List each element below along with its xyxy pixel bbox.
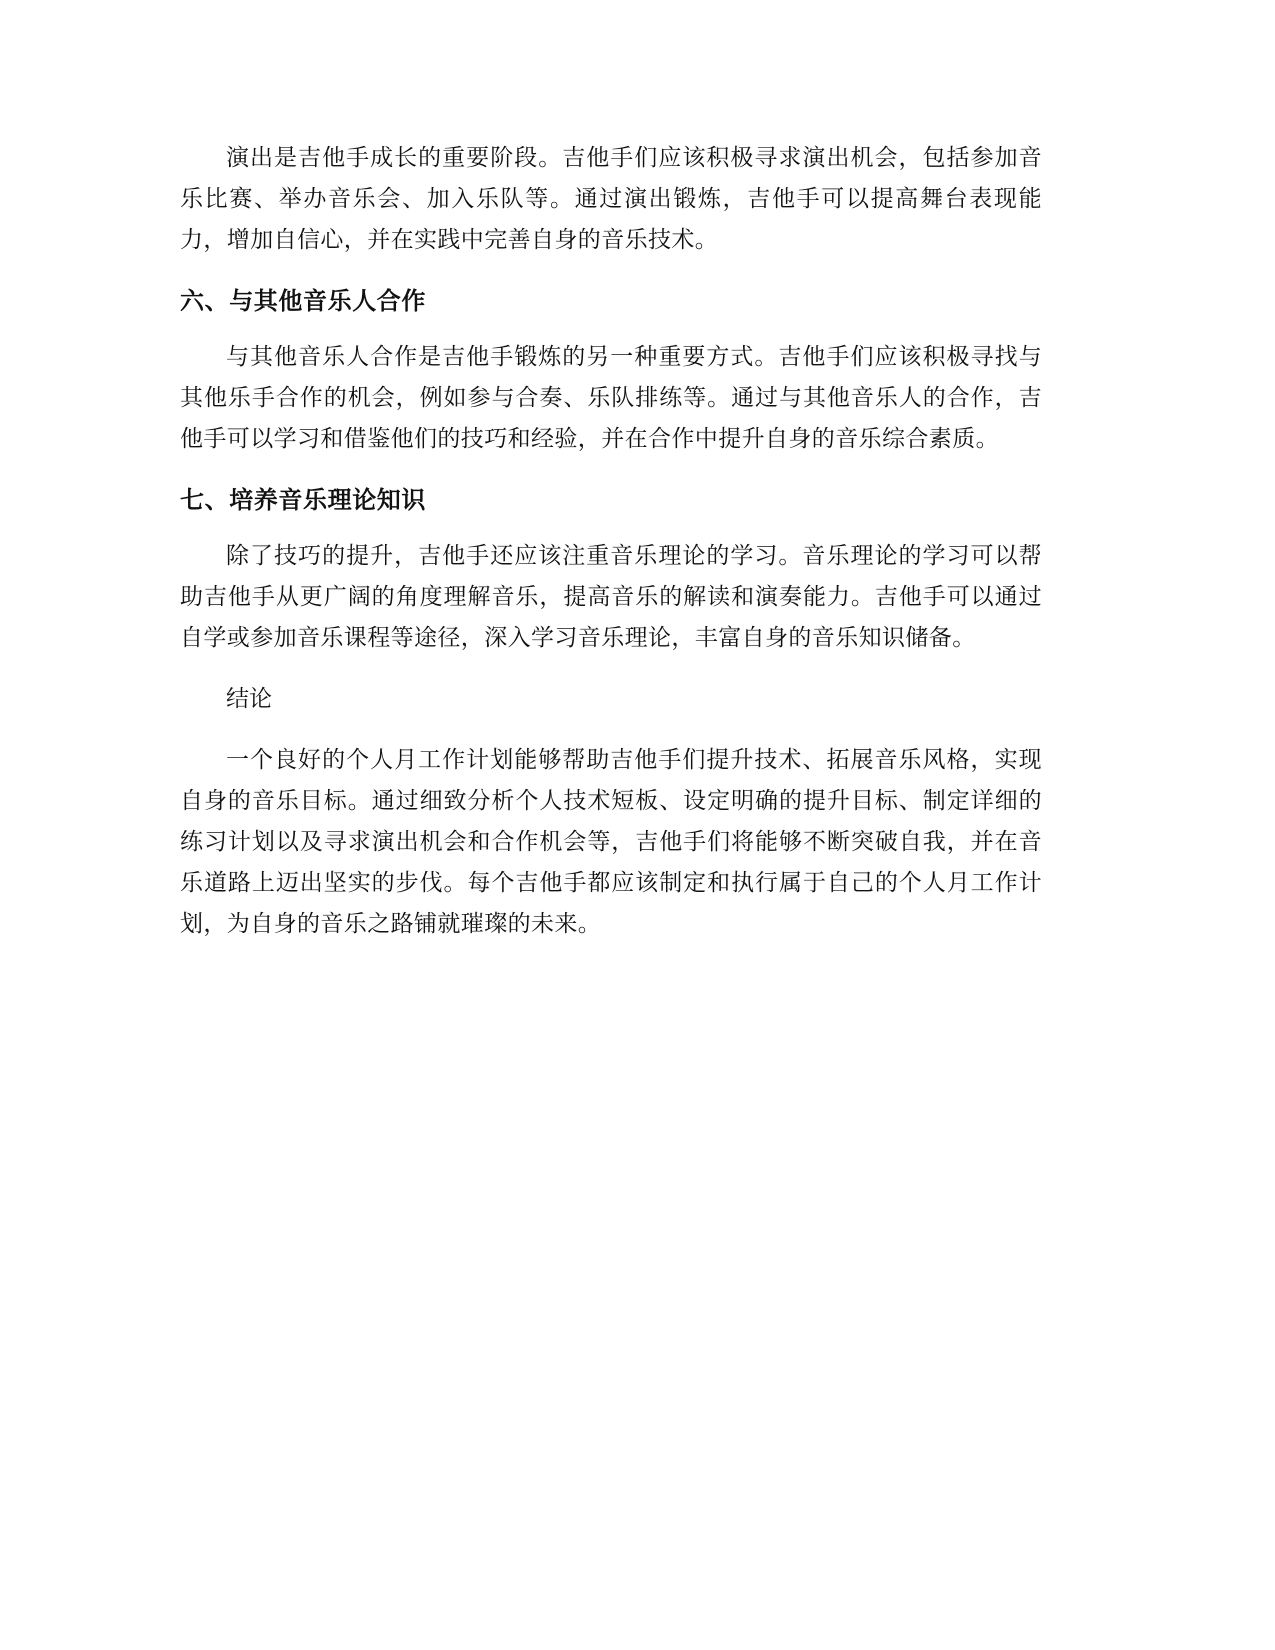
conclusion-paragraph: 一个良好的个人月工作计划能够帮助吉他手们提升技术、拓展音乐风格，实现自身的音乐目标。通过细致分析个人技术短板、设定明确的提升目标、制定详细的练习计划以及寻求演出机会和合作机会等，吉他手们将能够不断突破自我，并在音乐道路上迈出坚实的步伐。每个吉他手都应该制定和执行属于自己的个人月工作计划，为自身的音乐之路铺就璀璨的未来。 — [180, 747, 1042, 937]
section-body-collaboration: 与其他音乐人合作是吉他手锻炼的另一种重要方式。吉他手们应该积极寻找与其他乐手合作的机会，例如参与合奏、乐队排练等。通过与其他音乐人的合作，吉他手可以学习和借鉴他们的技巧和经验，并在合作中提升自身的音乐综合素质。 — [180, 344, 1042, 452]
conclusion-label: 结论 — [226, 686, 272, 712]
document-page — [180, 138, 1042, 965]
intro-paragraph: 演出是吉他手成长的重要阶段。吉他手们应该积极寻求演出机会，包括参加音乐比赛、举办音乐会、加入乐队等。通过演出锻炼，吉他手可以提高舞台表现能力，增加自信心，并在实践中完善自身的音乐技术。 — [180, 145, 1042, 253]
section-body-music-theory: 除了技巧的提升，吉他手还应该注重音乐理论的学习。音乐理论的学习可以帮助吉他手从更广阔的角度理解音乐，提高音乐的解读和演奏能力。吉他手可以通过自学或参加音乐课程等途径，深入学习音乐理论，丰富自身的音乐知识储备。 — [180, 543, 1042, 651]
section-heading-collaboration: 六、与其他音乐人合作 — [180, 287, 426, 315]
section-heading-music-theory: 七、培养音乐理论知识 — [180, 486, 426, 514]
